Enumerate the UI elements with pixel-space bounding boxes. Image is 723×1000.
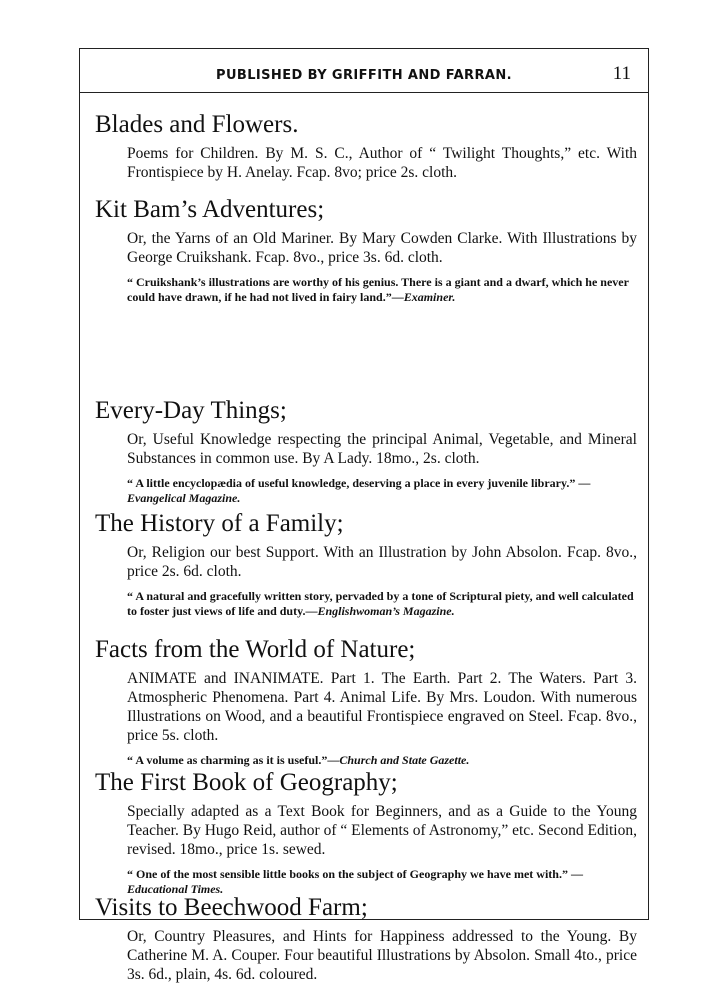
review-source: Examiner. bbox=[403, 290, 456, 304]
catalogue-entry bbox=[95, 893, 637, 984]
catalogue-listing bbox=[95, 110, 637, 984]
review-text: “ A little encyclopædia of useful knowledge, deserving a place in every juvenile library.” — bbox=[127, 476, 591, 490]
review-text: “ A volume as charming as it is useful.”— bbox=[127, 753, 340, 767]
review-source: Church and State Gazette. bbox=[339, 753, 470, 767]
publisher-heading: PUBLISHED BY GRIFFITH AND FARRAN. bbox=[216, 68, 512, 83]
catalogue-entry bbox=[95, 195, 637, 396]
catalogue-entry bbox=[95, 768, 637, 896]
book-title: Visits to Beechwood Farm; bbox=[95, 894, 368, 921]
review-quote bbox=[127, 753, 637, 768]
review-source: Englishwoman’s Magazine. bbox=[317, 604, 455, 618]
review-quote bbox=[127, 275, 637, 305]
book-title: Every-Day Things; bbox=[95, 397, 287, 424]
book-description: Or, the Yarns of an Old Mariner. By Mary Cowden Clarke. With Illustrations by George Cruikshank. Fcap. 8vo., price 3s. 6d. cloth. bbox=[127, 230, 637, 266]
review-text: “ Cruikshank’s illustrations are worthy of his genius. There is a giant and a dwarf, which he never could have drawn, if he had not lived in fairy land.”— bbox=[127, 275, 629, 304]
catalogue-entry bbox=[95, 509, 637, 635]
book-title: The First Book of Geography; bbox=[95, 769, 398, 796]
book-description: Poems for Children. By M. S. C., Author of “ Twilight Thoughts,” etc. With Frontispiece by H. Anelay. Fcap. 8vo; price 2s. cloth. bbox=[127, 145, 637, 181]
book-title: The History of a Family; bbox=[95, 510, 344, 537]
book-description: ANIMATE and INANIMATE. Part 1. The Earth. Part 2. The Waters. Part 3. Atmospheric Phenomena. Part 4. Animal Life. By Mrs. Loudon. With numerous Illustrations on Wood, and a beautiful Frontispiece engraved on Steel. Fcap. 8vo., price 5s. cloth. bbox=[127, 670, 637, 744]
catalogue-entry bbox=[95, 396, 637, 509]
page-header bbox=[79, 61, 649, 91]
catalogue-entry bbox=[95, 110, 637, 195]
review-quote bbox=[127, 589, 637, 619]
review-source: Evangelical Magazine. bbox=[127, 491, 241, 505]
review-source: Educational Times. bbox=[127, 882, 224, 896]
page-number: 11 bbox=[612, 63, 631, 84]
catalogue-entry bbox=[95, 635, 637, 768]
book-description: Or, Country Pleasures, and Hints for Happiness addressed to the Young. By Catherine M. A. Couper. Four beautiful Illustrations by Absolon. Small 4to., price 3s. 6d., plain, 4s. 6d. coloured. bbox=[127, 928, 637, 983]
review-quote bbox=[127, 476, 637, 506]
book-description: Specially adapted as a Text Book for Beginners, and as a Guide to the Young Teacher. By Hugo Reid, author of “ Elements of Astronomy,” etc. Second Edition, revised. 18mo., price 1s. sewed. bbox=[127, 803, 637, 858]
review-text: “ One of the most sensible little books on the subject of Geography we have met with.” — bbox=[127, 867, 583, 881]
review-text: “ A natural and gracefully written story, pervaded by a tone of Scriptural piety, and well calculated to foster just views of life and duty.— bbox=[127, 589, 634, 618]
book-title: Blades and Flowers. bbox=[95, 111, 299, 138]
book-description: Or, Religion our best Support. With an Illustration by John Absolon. Fcap. 8vo., price 2s. 6d. cloth. bbox=[127, 544, 637, 580]
book-title: Facts from the World of Nature; bbox=[95, 636, 416, 663]
book-title: Kit Bam’s Adventures; bbox=[95, 196, 325, 223]
book-description: Or, Useful Knowledge respecting the principal Animal, Vegetable, and Mineral Substances in common use. By A Lady. 18mo., 2s. cloth. bbox=[127, 431, 637, 467]
header-rule bbox=[79, 92, 649, 93]
